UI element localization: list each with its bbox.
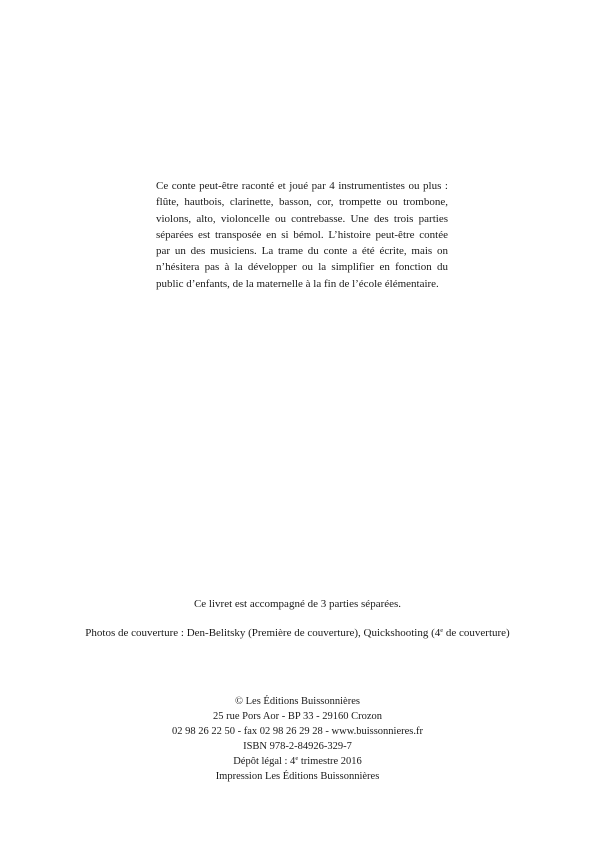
colophon	[0, 694, 595, 784]
intro-paragraph: Ce conte peut-être raconté et joué par 4 instrumentistes ou plus : flûte, hautbois, clarinette, basson, cor, trompette ou trombone, violons, alto, violoncelle ou contrebasse. Une des trois parties séparées est transposée en si bémol. L’histoire peut-être contée par un des musiciens. La trame du conte a été écrite, mais on n’hésitera pas à la développer ou la simplifier en fonction du public d’enfants, de la maternelle à la fin de l’école élémentaire.	[156, 180, 448, 290]
accompaniment-note: Ce livret est accompagné de 3 parties séparées.	[193, 598, 402, 610]
isbn-line: ISBN 978-2-84926-329-7	[243, 741, 352, 752]
publisher-address: 25 rue Pors Aor - BP 33 - 29160 Crozon	[212, 711, 383, 722]
legal-deposit-line	[0, 754, 595, 769]
photo-credits	[0, 627, 595, 639]
printing-line: Impression Les Éditions Buissonnières	[215, 771, 380, 782]
copyright-line: © Les Éditions Buissonnières	[235, 696, 360, 707]
photo-credits-suffix: de couverture)	[443, 627, 510, 639]
legal-deposit-suffix: trimestre 2016	[298, 756, 362, 767]
legal-deposit-superscript: e	[295, 755, 299, 762]
photo-credits-prefix: Photos de couverture : Den-Belitsky (Première de couverture), Quickshooting (4	[85, 627, 441, 639]
legal-deposit-prefix: Dépôt légal : 4	[233, 756, 296, 767]
photo-credits-superscript: e	[440, 627, 444, 634]
publisher-contact: 02 98 26 22 50 - fax 02 98 26 29 28 - www.buissonnieres.fr	[172, 726, 423, 737]
